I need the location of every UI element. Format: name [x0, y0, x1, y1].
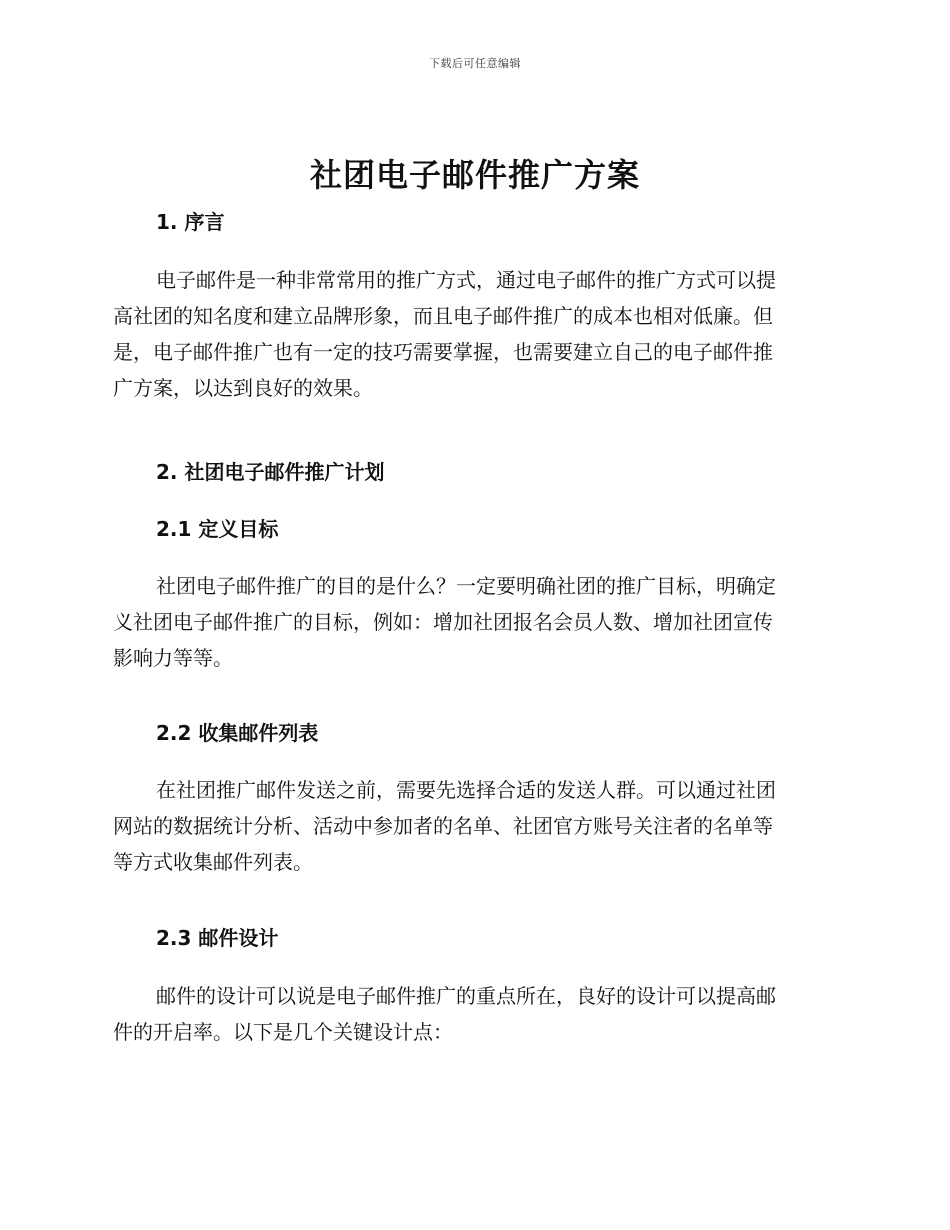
section-heading-collect-list: 2.2 收集邮件列表 [156, 721, 319, 745]
section-paragraph-preface [113, 262, 833, 406]
section-paragraph-collect-list [113, 772, 833, 880]
section-heading-define-goals: 2.1 定义目标 [156, 517, 279, 541]
section-heading-plan: 2. 社团电子邮件推广计划 [156, 460, 385, 484]
paragraph-line: 件的开启率。以下是几个关键设计点： [113, 1020, 453, 1044]
paragraph-line: 等方式收集邮件列表。 [113, 850, 313, 874]
paragraph-line: 义社团电子邮件推广的目标，例如：增加社团报名会员人数、增加社团宣传 [113, 610, 773, 634]
paragraph-line: 是，电子邮件推广也有一定的技巧需要掌握，也需要建立自己的电子邮件推 [113, 340, 773, 364]
paragraph-line: 在社团推广邮件发送之前，需要先选择合适的发送人群。可以通过社团 [156, 778, 776, 802]
header-note: 下载后可任意编辑 [429, 57, 521, 70]
paragraph-line: 影响力等等。 [113, 646, 233, 670]
section-heading-preface: 1. 序言 [156, 210, 225, 234]
paragraph-line: 社团电子邮件推广的目的是什么？一定要明确社团的推广目标，明确定 [156, 574, 776, 598]
paragraph-line: 广方案，以达到良好的效果。 [113, 376, 373, 400]
section-heading-email-design: 2.3 邮件设计 [156, 926, 279, 950]
paragraph-line: 网站的数据统计分析、活动中参加者的名单、社团官方账号关注者的名单等 [113, 814, 773, 838]
section-paragraph-define-goals [113, 568, 833, 676]
document-title: 社团电子邮件推广方案 [309, 156, 640, 194]
paragraph-line: 邮件的设计可以说是电子邮件推广的重点所在，良好的设计可以提高邮 [156, 984, 776, 1008]
paragraph-line: 高社团的知名度和建立品牌形象，而且电子邮件推广的成本也相对低廉。但 [113, 304, 773, 328]
paragraph-line: 电子邮件是一种非常常用的推广方式，通过电子邮件的推广方式可以提 [156, 268, 776, 292]
section-paragraph-email-design [113, 978, 833, 1050]
